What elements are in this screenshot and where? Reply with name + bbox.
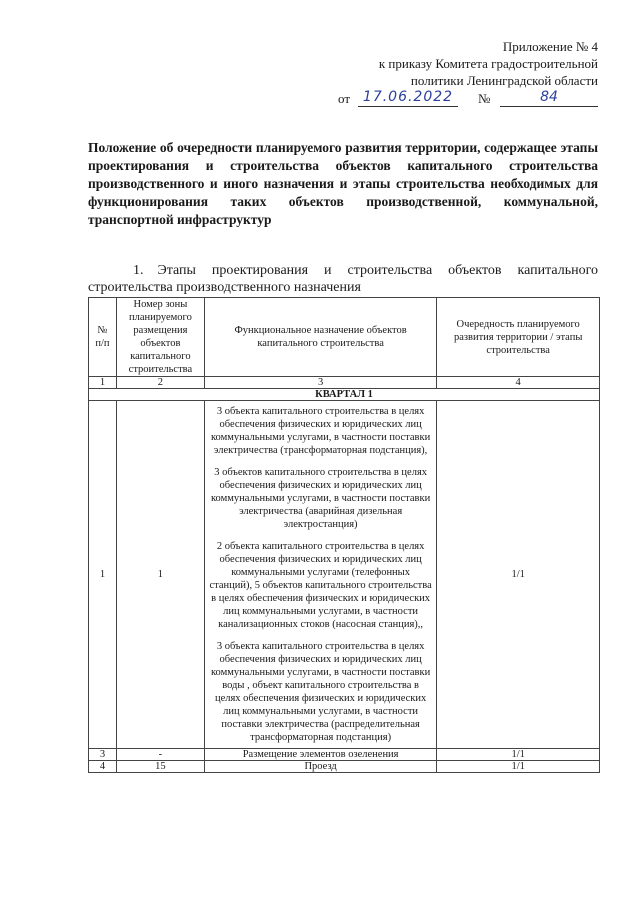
section-number: 1. (133, 263, 144, 278)
row-number: 4 (89, 761, 117, 773)
header-cell-stage: Очередность планируемого развития территории / этапы строительства (437, 298, 600, 377)
quarter-row (89, 389, 600, 401)
function-paragraph: 3 объекта капитального строительства в целях обеспечения физических и юридических лиц коммунальными услугами, в частности поставки электричества (трансформаторная подстанция), (210, 406, 431, 456)
number-label: № (478, 91, 491, 106)
row-function: Проезд (204, 761, 436, 773)
date-label: от (338, 91, 351, 106)
column-number: 2 (116, 377, 204, 389)
row-zone: 15 (116, 761, 204, 773)
header-cell-zone: Номер зоны планируемого размещения объектов капитального строительства (116, 298, 204, 377)
table-row (89, 401, 600, 749)
function-paragraph: 3 объекта капитального строительства в целях обеспечения физических и юридических лиц коммунальными услугами, в частности поставки воды , объект капитального строительства в целях обеспечения физических и юридических лиц коммунальными услугами, в частности поставки электричества (распределительная трансформаторная подстанция) (210, 641, 431, 743)
function-paragraph: 3 объектов капитального строительства в целях обеспечения физических и юридических лиц коммунальными услугами, в частности поставки электричества (аварийная дизельная электростанция) (210, 467, 431, 530)
column-number: 4 (437, 377, 600, 389)
section-heading (88, 262, 598, 296)
committee-name: политики Ленинградской области (410, 73, 598, 88)
appendix-label: Приложение № 4 (502, 39, 598, 54)
handwritten-date: 17.06.2022 (358, 89, 458, 107)
row-stage: 1/1 (437, 761, 600, 773)
document-header (338, 38, 598, 108)
quarter-label: КВАРТАЛ 1 (89, 389, 600, 401)
column-number: 3 (204, 377, 436, 389)
section-text: Этапы проектирования и строительства объектов капитального строительства производственного назначения (88, 263, 598, 295)
row-zone: - (116, 749, 204, 761)
header-cell-function: Функциональное назначение объектов капитального строительства (204, 298, 436, 377)
order-reference: к приказу Комитета градостроительной (378, 56, 598, 71)
function-paragraph: 2 объекта капитального строительства в целях обеспечения физических и юридических лиц коммунальными услугами (телефонных станций), 5 объектов капитального строительства в целях обеспечения физических и юридических лиц коммунальными услугами, в частности канализационных стоков (насосная станция),, (209, 541, 432, 630)
table-header-row (89, 298, 600, 377)
header-cell-number: № п/п (89, 298, 117, 377)
row-function (204, 401, 436, 749)
row-stage: 1/1 (437, 749, 600, 761)
handwritten-number: 84 (500, 89, 598, 107)
table-row (89, 749, 600, 761)
column-number-row (89, 377, 600, 389)
row-number: 1 (89, 401, 117, 749)
row-number: 3 (89, 749, 117, 761)
row-function: Размещение элементов озеленения (204, 749, 436, 761)
stages-table (88, 297, 600, 773)
date-number-row (338, 90, 598, 108)
row-stage: 1/1 (437, 401, 600, 749)
column-number: 1 (89, 377, 117, 389)
document-title: Положение об очередности планируемого развития территории, содержащее этапы проектирования и строительства объектов капитального строительства производственного и иного назначения и этапы строительства необходимых для функционирования таких объектов производственной, коммунальной, транспортной инфраструктур (88, 140, 598, 227)
table-row (89, 761, 600, 773)
row-zone: 1 (116, 401, 204, 749)
